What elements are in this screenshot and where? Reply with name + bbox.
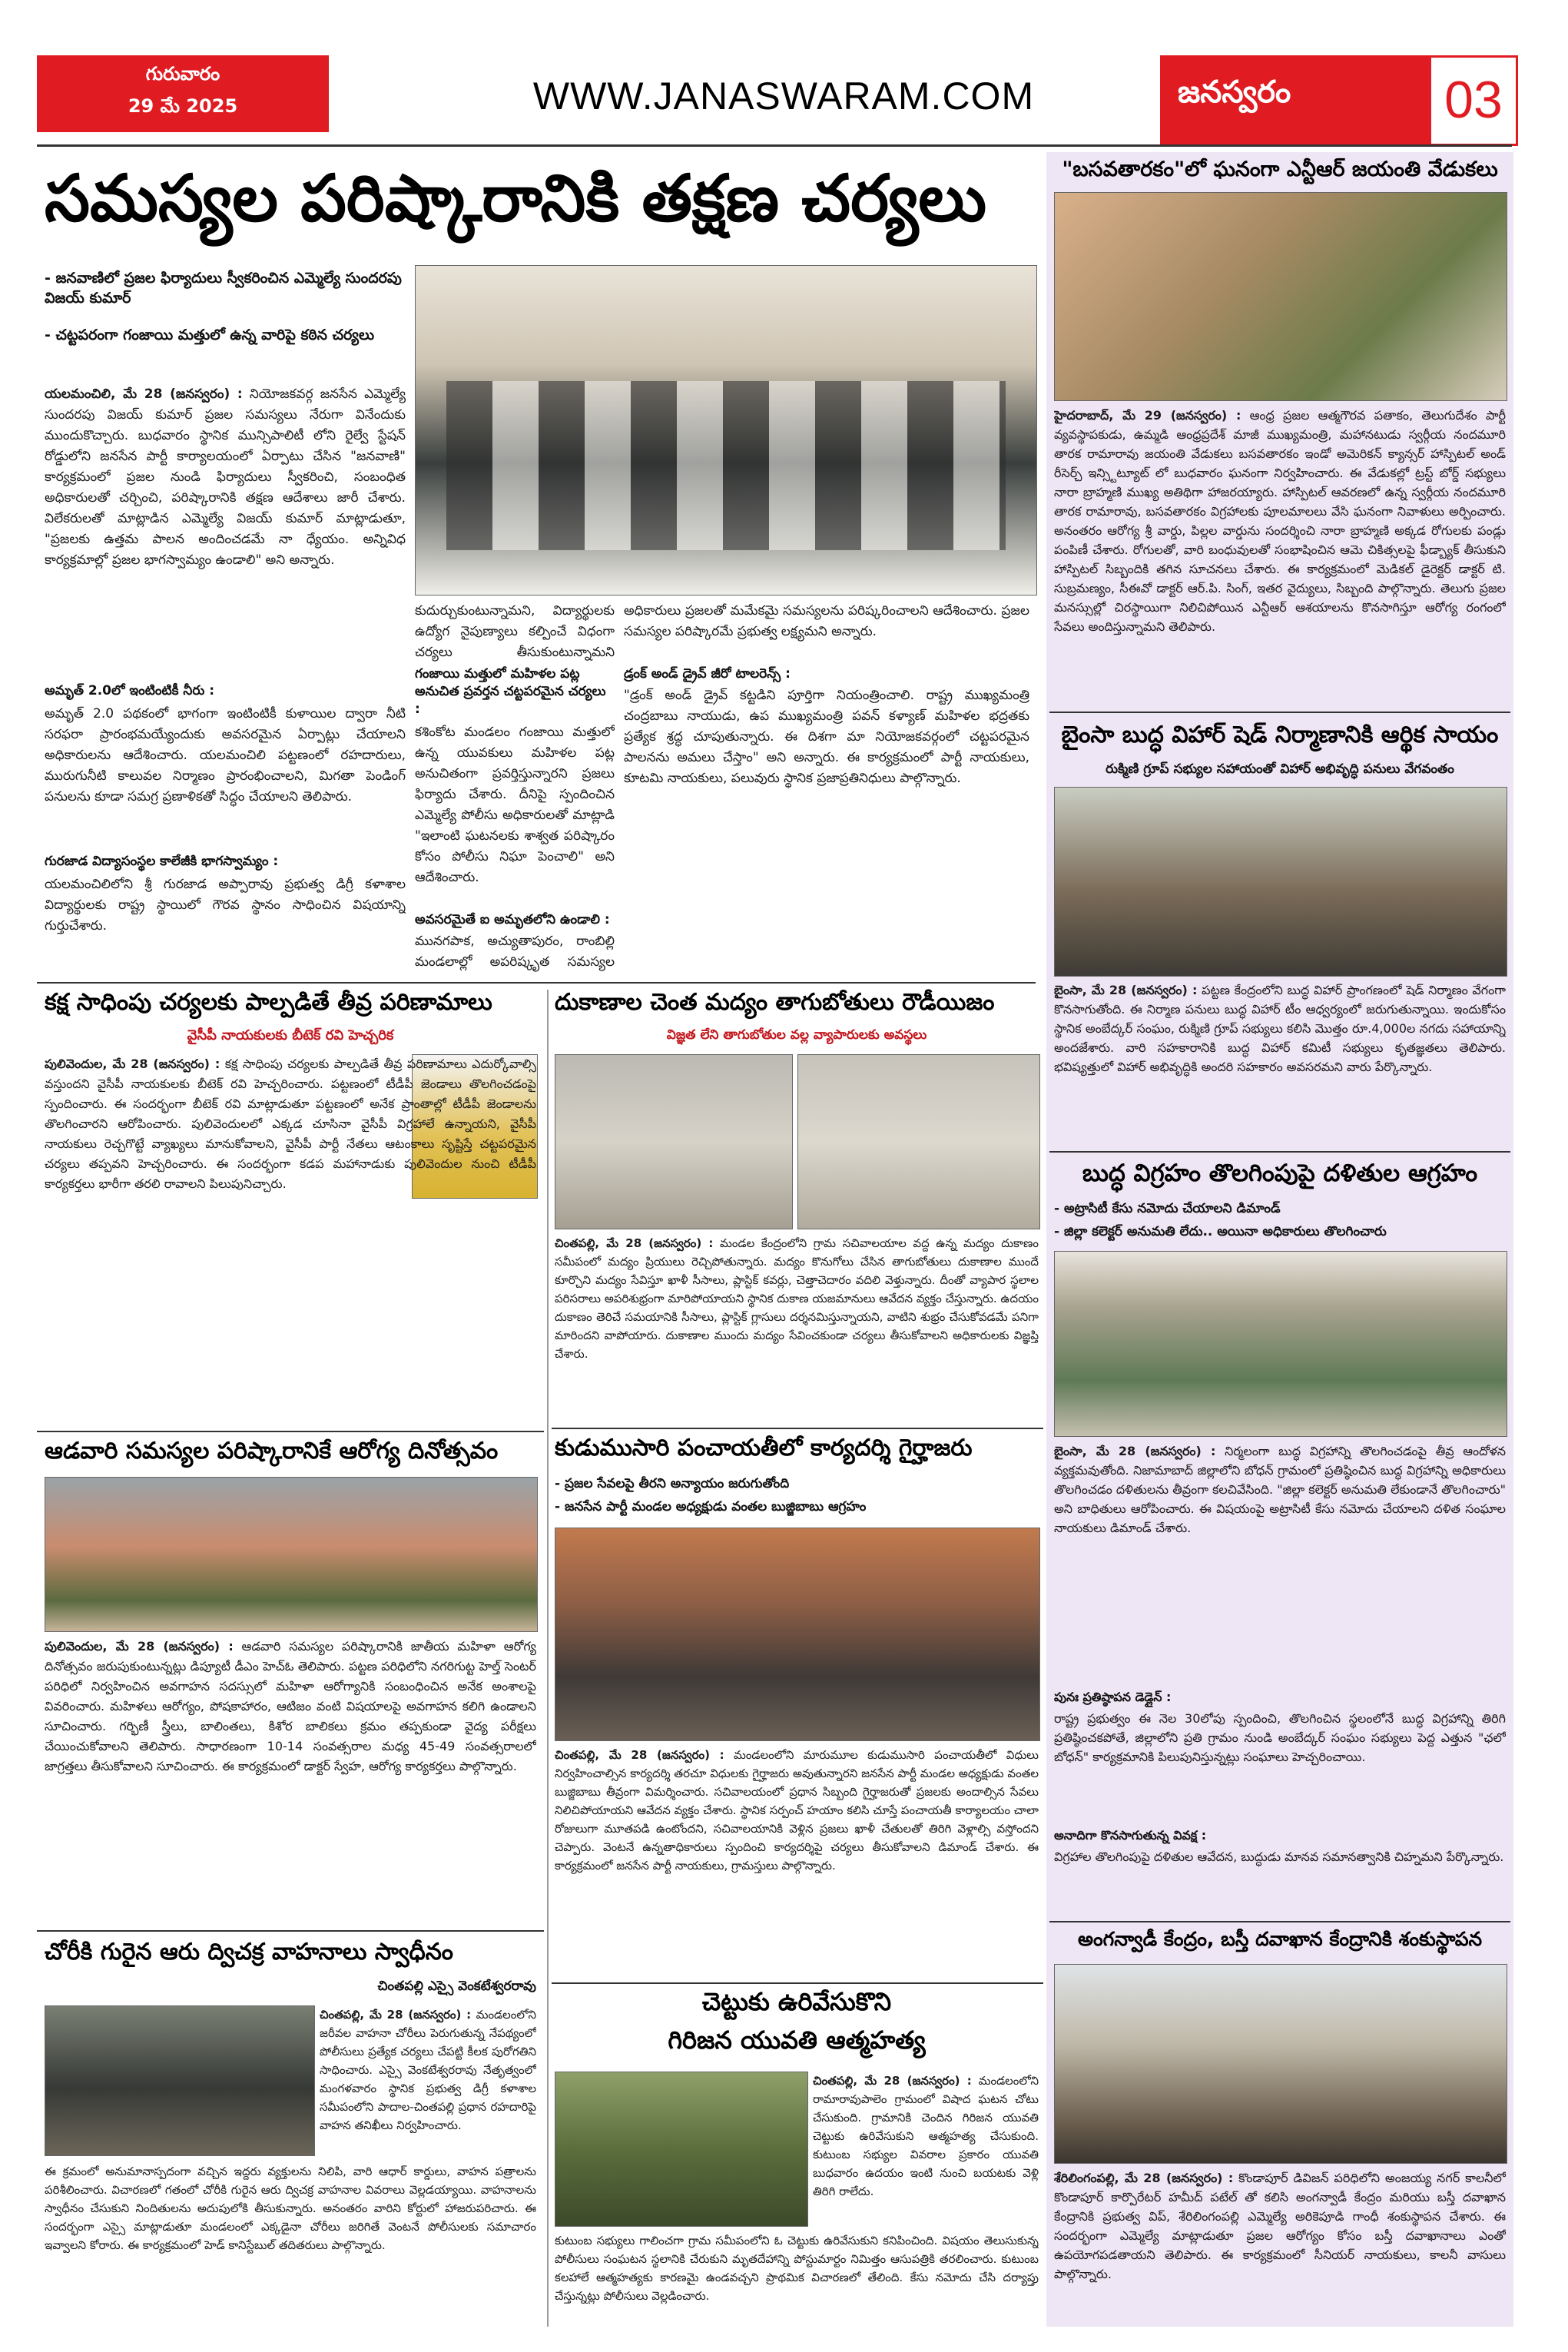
mr3-photo	[555, 2072, 808, 2227]
right-bottom-headline: అంగన్వాడీ కేంద్రం, బస్తీ దవాఖాన కేంద్రానికి శంకుస్థాపన	[1077, 1928, 1483, 1950]
right-bottom-body	[1054, 2168, 1506, 2322]
masthead-website: WWW.JANASWARAM.COM	[532, 75, 1035, 118]
ml1-sub: వైసీపీ నాయకులకు బీటెక్ రవి హెచ్చరిక	[187, 1027, 394, 1043]
right-low-sub-b: అనాదిగా కొనసాగుతున్న వివక్ష :	[1054, 1828, 1207, 1843]
mr-rule-2	[552, 1982, 1043, 1984]
main-headline: సమస్యల పరిష్కారానికి తక్షణ చర్యలు	[45, 161, 987, 236]
mr3-body-narrow-text: మండలంలోని రామారావుపాలెం గ్రామంలో విషాద ఘటన చోటు చేసుకుంది. గ్రామానికి చెందిన గిరిజన యువతి చెట్టుకు ఉరివేసుకుని ఆత్మహత్య చేసుకుంది. కుటుంబ సభ్యుల వివరాల ప్రకారం యువతి బుధవారం ఉదయం ఇంటి నుంచి బయటకు వెళ్లి తిరిగి రాలేదు.	[813, 2074, 1039, 2198]
right-low-body	[1054, 1441, 1506, 1686]
right-rule-1	[1049, 712, 1510, 713]
right-mid-photo	[1054, 787, 1507, 977]
right-mid-sub: రుక్మిణి గ్రూప్ సభ్యుల సహాయంతో విహార్ అభివృద్ధి పనులు వేగవంతం	[1106, 761, 1454, 777]
mr3-headline-2: గిరిజన యువతి ఆత్మహత్య	[668, 2025, 926, 2055]
mr1-dateline: చింతపల్లి, మే 28 (జనస్వరం) :	[555, 1236, 714, 1250]
right-mid-body	[1054, 980, 1506, 1146]
main-story-bottom-rule	[37, 982, 1036, 984]
right-rule-3	[1049, 1921, 1510, 1922]
main-body-3: యలమంచిలిలోని శ్రీ గురజాడ అప్పారావు ప్రభుత్వ డిగ్రీ కళాశాల విద్యార్థులకు రాష్ట్ర స్థాయిలో గౌరవ స్థానం సాధించిన విషయాన్ని గుర్తుచేశారు.	[45, 877, 406, 934]
right-bottom-dateline: శేరిలింగంపల్లి, మే 28 (జనస్వరం) :	[1054, 2171, 1234, 2185]
right-top-body-text: ఆంధ్ర ప్రజల ఆత్మగౌరవ పతాకం, తెలుగుదేశం పార్టీ వ్యవస్థాపకుడు, ఉమ్మడి ఆంధ్రప్రదేశ్ మాజీ ముఖ్యమంత్రి, మహానటుడు స్వర్గీయ నందమూరి తారక రామారావు జయంతి వేడుకలు బసవతారకం ఇండో అమెరికన్ క్యాన్సర్ హాస్పిటల్ అండ్ రీసెర్చ్ ఇన్స్టిట్యూట్ లో బుధవారం ఘనంగా నిర్వహించారు. ఈ వేడుకల్లో ట్రస్ట్ బోర్డ్ సభ్యులు నారా బ్రాహ్మణి ముఖ్య అతిథిగా హాజరయ్యారు. హాస్పిటల్ ఆవరణలో ఉన్న స్వర్గీయ నందమూరి తారక రామారావు, బసవతారకం విగ్రహాలకు పూలమాలలు వేసి ఘనంగా నివాళులు అర్పించారు. అనంతరం ఆరోగ్య శ్రీ వార్డు, పిల్లల వార్డును సందర్శించి నారా బ్రాహ్మణి అక్కడ రోగులకు పండ్లు పంపిణీ చేశారు. రోగులతో, వారి బంధువులతో సంభాషించిన ఆమె చికిత్సలపై ఫీడ్బ్యాక్ తీసుకుని హాస్పిటల్ సిబ్బందికి తగిన సూచనలు చేశారు. ఈ కార్యక్రమంలో మెడికల్ డైరెక్టర్ డాక్టర్ టి. సుబ్రమణ్యం, సీఈవో డాక్టర్ ఆర్.పి. సింగ్, ఇతర వైద్యులు, సిబ్బంది పాల్గొన్నారు. తెలుగు ప్రజల మనస్సుల్లో చిరస్థాయిగా నిలిచిపోయిన ఎన్టీఆర్ ఆశయాలను కొనసాగిస్తూ ఆరోగ్య రంగంలో సేవలు అందిస్తున్నామని తెలిపారు.	[1054, 408, 1506, 634]
main-body-2: అమృత్ 2.0 పథకంలో భాగంగా ఇంటింటికీ కుళాయిల ద్వారా నీటి సరఫరా ప్రారంభమయ్యేందుకు అవసరమైన ఏర్పాట్లు చేయాలని అధికారులను ఆదేశించారు. యలమంచిలి పట్టణంలో రహదారులు, మురుగునీటి కాలువల నిర్మాణం ప్రారంభించాలని, మిగతా పెండింగ్ పనులను కూడా సమగ్ర ప్రణాళికతో సిద్ధం చేయాలని తెలిపారు.	[45, 706, 406, 804]
main-body-4: కుదుర్చుకుంటున్నామని, విద్యార్థులకు ఉద్యోగ నైపుణ్యాలు కల్పించే విధంగా చర్యలు తీసుకుంటున్నామని	[415, 603, 615, 660]
right-low-body-text: నిర్మలంగా బుద్ధ విగ్రహాన్ని తొలగించడంపై తీవ్ర ఆందోళన వ్యక్తమవుతోంది. నిజామాబాద్ జిల్లాలోని బోధన్ గ్రామంలో ప్రతిష్ఠించిన బుద్ధ విగ్రహాన్ని అధికారులు తొలగించడం దళితులను తీవ్రంగా కలచివేసింది. "జిల్లా కలెక్టర్ అనుమతి లేకుండానే తొలగించారు" అని బాధితులు ఆరోపించారు. ఈ విషయంపై అట్రాసిటీ కేసు నమోదు చేయాలని దళిత సంఘాల నాయకులు డిమాండ్ చేశారు.	[1054, 1444, 1506, 1535]
main-body-8: "డ్రంక్ అండ్ డ్రైవ్ కట్టడిని పూర్తిగా నియంత్రించాలి. రాష్ట్ర ముఖ్యమంత్రి చంద్రబాబు నాయుడు, ఉప ముఖ్యమంత్రి పవన్ కళ్యాణ్ మహిళల భద్రతకు ప్రత్యేక శ్రద్ధ చూపుతున్నారు. ఈ దిశగా మా నియోజకవర్గంలో చట్టపరమైన పాలనను అమలు చేస్తాం" అని అన్నారు. ఈ కార్యక్రమంలో పార్టీ నాయకులు, కూటమి నాయకులు, పలువురు స్థానిక ప్రజాప్రతినిధులు పాల్గొన్నారు.	[624, 688, 1029, 786]
masthead-page-no-box	[1431, 58, 1516, 144]
right-mid-dateline: బైంసా, మే 28 (జనస్వరం) :	[1054, 983, 1198, 997]
ml3-dateline: చింతపల్లి, మే 28 (జనస్వరం) :	[320, 2008, 472, 2022]
right-low-headline: బుద్ధ విగ్రహం తొలగింపుపై దళితుల ఆగ్రహం	[1082, 1159, 1478, 1187]
mr2-sub-1: - ప్రజల సేవలపై తీరని అన్యాయం జరుగుతోంది	[555, 1476, 790, 1491]
ml1-headline: కక్ష సాధింపు చర్యలకు పాల్పడితే తీవ్ర పరిణామాలు	[45, 989, 492, 1016]
right-low-sub-2: - జిల్లా కలెక్టర్ అనుమతి లేదు.. అయినా అధికారులు తొలగించారు	[1054, 1224, 1387, 1239]
main-dateline: యలమంచిలి, మే 28 (జనస్వరం) :	[45, 386, 243, 402]
right-bottom-photo	[1054, 1964, 1507, 2164]
mr1-body	[555, 1234, 1039, 1425]
mr3-dateline: చింతపల్లి, మే 28 (జనస్వరం) :	[813, 2074, 972, 2088]
masthead-rule	[37, 144, 1512, 147]
main-sub-e: డ్రంక్ అండ్ డ్రైవ్ జీరో టాలరెన్స్ :	[624, 666, 791, 682]
right-low-sub-a: పునః ప్రతిష్ఠాపన డెడ్లైన్ :	[1054, 1690, 1172, 1704]
ml1-dateline: పులివెందుల, మే 28 (జనస్వరం) :	[45, 1057, 220, 1071]
main-sub-c: గంజాయి మత్తులో మహిళల పట్ల అనుచిత ప్రవర్తన చట్టపరమైన చర్యలు :	[415, 666, 606, 717]
main-sub-1: - జనవాణిలో ప్రజల ఫిర్యాదులు స్వీకరించిన ఎమ్మెల్యే సుందరపు విజయ్ కుమార్	[45, 270, 402, 307]
right-low-photo	[1054, 1251, 1507, 1437]
right-mid-headline: బైంసా బుద్ధ విహార్ షెడ్ నిర్మాణానికి ఆర్థిక సాయం	[1061, 722, 1499, 748]
masthead-date: 29 మే 2025	[128, 95, 238, 117]
main-body-6: మునగపాక, అచ్యుతాపురం, రాంబిల్లి మండలాల్లో అపరిష్కృత సమస్యల	[415, 934, 615, 970]
main-sub-d: అవసరమైతే ఐ అమృతలోని ఉండాలి :	[415, 912, 610, 927]
mr1-photo-2	[797, 1054, 1040, 1229]
masthead-day: గురువారం	[145, 63, 220, 85]
right-top-photo	[1054, 192, 1507, 401]
right-low-body-2: రాష్ట్ర ప్రభుత్వం ఈ నెల 30లోపు స్పందించి, తొలగించిన స్థలంలోనే బుద్ధ విగ్రహాన్ని తిరిగి ప్రతిష్ఠించకపోతే, జిల్లాలోని ప్రతి గ్రామం నుండి అంబేద్కర్ సంఘం సభ్యులు పెద్ద ఎత్తున "ఛలో బోధన్" కార్యక్రమానికి పిలుపునిస్తున్నట్లు సంఘాలు హెచ్చరించాయి.	[1054, 1711, 1506, 1764]
ml2-body	[45, 1637, 536, 1927]
right-low-dateline: బైంసా, మే 28 (జనస్వరం) :	[1054, 1444, 1216, 1458]
right-low-sub-1: - అట్రాసిటీ కేసు నమోదు చేయాలని డిమాండ్	[1054, 1201, 1281, 1216]
ml3-body-narrow-text: మండలంలోని జరీవల వాహనా చోరీలు పెరుగుతున్న నేపథ్యంలో పోలీసులు ప్రత్యేక చర్యలు చేపట్టి కీలక పురోగతిని సాధించారు. ఎస్సై వెంకటేశ్వరరావు నేతృత్వంలో మంగళవారం స్థానిక ప్రభుత్వ డిగ్రీ కళాశాల సమీపంలోని పాదాల-చింతపల్లి ప్రధాన రహదారిపై వాహన తనిఖీలు నిర్వహించారు.	[320, 2008, 536, 2132]
ml3-body-narrow	[320, 2005, 536, 2159]
main-story-photo	[415, 265, 1037, 595]
main-sub-2: - చట్టపరంగా గంజాయి మత్తులో ఉన్న వారిపై కఠిన చర్యలు	[45, 327, 375, 343]
ml2-photo	[45, 1477, 538, 1632]
ml-rule-2	[37, 1930, 544, 1932]
ml2-body-text: ఆడవారి సమస్యల పరిష్కారానికి జాతీయ మహిళా ఆరోగ్య దినోత్సవం జరుపుకుంటున్నట్లు డిప్యూటీ డీఎం హెచ్ఓ తెలిపారు. పట్టణ పరిధిలోని నగరిగుట్ట హెల్త్ సెంటర్ పరిధిలో నిర్వహించిన అవగాహన సదస్సులో మహిళా ఆరోగ్యానికి సంబంధించిన అనేక అంశాలపై వివరించారు. మహిళలు ఆరోగ్యం, పోషకాహారం, ఆటిజం వంటి విషయాలపై అవగాహన కలిగి ఉండాలని సూచించారు. గర్భిణీ స్త్రీలు, బాలింతలు, కిశోర బాలికలు క్రమం తప్పకుండా వైద్య పరీక్షలు చేయించుకోవాలని తెలిపారు. సాధారణంగా 10-14 సంవత్సరాల మధ్య 45-49 సంవత్సరాలలో జాగ్రత్తలు తీసుకోవాలని సూచించారు. ఈ కార్యక్రమంలో డాక్టర్ స్వేహ, ఆరోగ్య కార్యకర్తలు పాల్గొన్నారు.	[45, 1639, 536, 1773]
right-top-headline: "బసవతారకం"లో ఘనంగా ఎన్టీఆర్ జయంతి వేడుకలు	[1062, 158, 1498, 181]
mr2-sub-2: - జనసేన పార్టీ మండల అధ్యక్షుడు వంతల బుజ్జిబాబు ఆగ్రహం	[555, 1499, 867, 1514]
right-mid-body-text: పట్టణ కేంద్రంలోని బుద్ధ విహార్ ప్రాంగణంలో షెడ్ నిర్మాణం వేగంగా కొనసాగుతోంది. ఈ నిర్మాణ పనులు బుద్ధ విహార్ టీం ఆధ్వర్యంలో జరుగుతున్నాయి. ఇందుకోసం స్థానిక అంబేద్కర్ సంఘం, రుక్మిణి గ్రూప్ సభ్యులు కలిసి మొత్తం రూ.4,000ల నగదు సహాయాన్ని అందజేశారు. వారి సహకారానికి బుద్ధ విహార్ కమిటీ సభ్యులు కృతజ్ఞతలు తెలిపారు. భవిష్యత్తులో విహార్ అభివృద్ధికి అందరి సహకారం అవసరమని వారు పేర్కొన్నారు.	[1054, 983, 1506, 1074]
ml2-dateline: పులివెందుల, మే 28 (జనస్వరం) :	[45, 1639, 234, 1654]
mr1-body-text: మండల కేంద్రంలోని గ్రామ సచివాలయాల వద్ద ఉన్న మద్యం దుకాణం సమీపంలో మద్యం ప్రియులు రెచ్చిపోతున్నారు. మద్యం కొనుగోలు చేసిన తాగుబోతులు దుకాణాల ముందే కూర్చొని మద్యం సేవిస్తూ ఖాళీ సీసాలు, ప్లాస్టిక్ కవర్లు, చెత్తాచెదారం వదిలి వెళ్తున్నారు. దీంతో వ్యాపార స్థలాల పరిసరాలు అపరిశుభ్రంగా మారిపోయాయని స్థానిక దుకాణ యజమానులు ఆవేదన వ్యక్తం చేస్తున్నారు. ఉదయం దుకాణం తెరిచే సమయానికి సీసాలు, ప్లాస్టిక్ గ్లాసులు దర్శనమిస్తున్నాయని, వాటిని శుభ్రం చేసుకోవడమే పనిగా మారిందని వాపోయారు. దుకాణాల ముందు మద్యం సేవించకుండా చర్యలు తీసుకోవాలని అధికారులకు విజ్ఞప్తి చేశారు.	[555, 1236, 1039, 1361]
main-body-5: కశింకోట మండలం గంజాయి మత్తులో ఉన్న యువకులు మహిళల పట్ల అనుచితంగా ప్రవర్తిస్తున్నారని ప్రజలు ఫిర్యాదు చేశారు. దీనిపై స్పందించిన ఎమ్మెల్యే పోలీసు అధికారులతో మాట్లాడి "ఇలాంటి ఘటనలకు శాశ్వత పరిష్కారం కోసం పోలీసు నిఘా పెంచాలి" అని ఆదేశించారు.	[415, 725, 615, 885]
mr2-dateline: చింతపల్లి, మే 28 (జనస్వరం) :	[555, 1748, 724, 1762]
right-top-body	[1054, 406, 1506, 707]
ml-rule-1	[37, 1431, 544, 1432]
masthead-page-no: 03	[1444, 71, 1503, 129]
right-bottom-body-text: కొండాపూర్ డివిజన్ పరిధిలోని అంజయ్య నగర్ కాలనీలో కొండాపూర్ కార్పొరేటర్ హమీద్ పటేల్ తో కలిసి అంగన్వాడీ కేంద్రం మరియు బస్తీ దవాఖాన కేంద్రానికి ప్రభుత్వ విప్, శేరిలింగంపల్లి ఎమ్మెల్యే అరికెపూడి గాంధీ శంకుస్థాపన చేశారు. ఈ సందర్భంగా ఎమ్మెల్యే మాట్లాడుతూ ప్రజల ఆరోగ్యం కోసం బస్తీ దవాఖానాలు ఎంతో ఉపయోగపడతాయని తెలిపారు. ఈ కార్యక్రమంలో సీనియర్ నాయకులు, కాలనీ వాసులు పాల్గొన్నారు.	[1054, 2171, 1506, 2281]
mr-rule-1	[552, 1428, 1043, 1429]
mr2-headline: కుడుముసారి పంచాయతీలో కార్యదర్శి గైర్హాజరు	[555, 1435, 973, 1461]
mr3-headline-1: చెట్టుకు ఉరివేసుకొని	[701, 1987, 892, 2016]
ml3-sub: చింతపల్లి ఎస్సై వెంకటేశ్వరరావు	[377, 1979, 536, 1994]
main-sub-a: అమృత్ 2.0లో ఇంటింటికీ నీరు :	[45, 683, 214, 698]
masthead-paper-name: జనస్వరం	[1178, 75, 1291, 110]
main-body-1-text: నియోజకవర్గ జనసేన ఎమ్మెల్యే సుందరపు విజయ్ కుమార్ ప్రజల సమస్యలు నేరుగా వినేందుకు ముందుకొచ్చారు. బుధవారం స్థానిక మున్సిపాలిటీ లోని రైల్వే స్టేషన్ రోడ్డులోని జనసేన పార్టీ కార్యాలయంలో ఏర్పాటు చేసిన "జనవాణి" కార్యక్రమంలో ప్రజల నుండి ఫిర్యాదులు స్వీకరించి, సంబంధిత అధికారులతో చర్చించి, పరిష్కారానికి తక్షణ ఆదేశాలు జారీ చేశారు. విలేకరులతో మాట్లాడిన ఎమ్మెల్యే విజయ్ కుమార్ మాట్లాడుతూ, "ప్రజలకు ఉత్తమ పాలన అందించడమే నా ధ్యేయం. అన్నివిధ కార్యక్రమాల్లో ప్రజల భాగస్వామ్యం ఉండాలి" అని అన్నారు.	[45, 386, 406, 568]
right-low-body-3: విగ్రహాల తొలగింపుపై దళితుల ఆవేదన, బుద్ధుడు మానవ సమానత్వానికి చిహ్నమని పేర్కొన్నారు.	[1054, 1849, 1504, 1864]
ml2-headline: ఆడవారి సమస్యల పరిష్కారానికే ఆరోగ్య దినోత్సవం	[45, 1438, 499, 1465]
ml1-body	[45, 1054, 536, 1426]
mr1-headline: దుకాణాల చెంత మద్యం తాగుబోతులు రౌడీయిజం	[555, 989, 995, 1016]
mr2-body-text: మండలంలోని మారుమూల కుడుముసారి పంచాయతీలో విధులు నిర్వహించాల్సిన కార్యదర్శి తరచూ విధులకు గైర్హాజరు అవుతున్నారని జనసేన పార్టీ మండల అధ్యక్షుడు వంతల బుజ్జిబాబు తీవ్రంగా విమర్శించారు. సచివాలయంలో ప్రధాన సిబ్బంది గైర్హాజరుతో ప్రజలకు అందాల్సిన సేవలు నిలిచిపోయాయని ఆవేదన వ్యక్తం చేశారు. స్థానిక సర్పంచ్ హయాం కలిసి చూస్తే పంచాయతీ కార్యాలయం చాలా రోజులుగా మూతపడి ఉంటోందని, సచివాలయానికి వెళ్లిన ప్రజలు ఖాళీ చేతులతో తిరిగి వెళ్లాల్సి వస్తోందని చెప్పారు. వెంటనే ఉన్నతాధికారులు స్పందించి కార్యదర్శిపై చర్యలు తీసుకోవాలని డిమాండ్ చేశారు. ఈ కార్యక్రమంలో జనసేన పార్టీ నాయకులు, గ్రామస్తులు పాల్గొన్నారు.	[555, 1748, 1039, 1873]
mid-column-separator	[547, 990, 549, 2327]
ml3-photo	[45, 2005, 315, 2156]
main-body-7: అధికారులు ప్రజలతో మమేకమై సమస్యలను పరిష్కరించాలని ఆదేశించారు. ప్రజల సమస్యల పరిష్కారమే ప్రభుత్వ లక్ష్యమని అన్నారు.	[624, 603, 1029, 639]
mr3-body-narrow	[813, 2072, 1039, 2230]
mr2-photo	[555, 1528, 1040, 1741]
right-rule-2	[1049, 1151, 1510, 1153]
mr1-sub: విజ్ఞత లేని తాగుబోతుల వల్ల వ్యాపారులకు అవస్థలు	[666, 1027, 927, 1043]
main-body-1	[45, 384, 406, 676]
photo-people-row	[446, 381, 1006, 550]
right-top-dateline: హైదరాబాద్, మే 29 (జనస్వరం) :	[1054, 408, 1241, 423]
masthead-date-box	[37, 55, 329, 132]
ml1-body-text: కక్ష సాధింపు చర్యలకు పాల్పడితే తీవ్ర పరిణామాలు ఎదుర్కోవాల్సి వస్తుందని వైసీపీ నాయకులకు బీటెక్ రవి హెచ్చరించారు. పట్టణంలో టీడీపీ జెండాలు తొలగించడంపై స్పందించారు. ఈ సందర్భంగా బీటెక్ రవి మాట్లాడుతూ పట్టణంలో అనేక ప్రాంతాల్లో టీడీపీ జెండాలను తొలగించారని ఆరోపించారు. పులివెందులలో ఎక్కడ చూసినా వైసీపీ విగ్రహాలే ఉన్నాయని, వైసీపీ నాయకులు రెచ్చగొట్టే వ్యాఖ్యలు మానుకోవాలని, వైసీపీ పార్టీ నేతలు ఆటంకాలు సృష్టిస్తే చట్టపరమైన చర్యలు తప్పవని హెచ్చరించారు. ఈ సందర్భంగా కడప మహానాడుకు పులివెందుల నుంచి టీడీపీ కార్యకర్తలు భారీగా తరలి రావాలని పిలుపునిచ్చారు.	[45, 1057, 536, 1191]
mr3-body: కుటుంబ సభ్యులు గాలించగా గ్రామ సమీపంలోని ఓ చెట్టుకు ఉరివేసుకుని కనిపించింది. విషయం తెలుసుకున్న పోలీసులు సంఘటన స్థలానికి చేరుకుని మృతదేహాన్ని పోస్టుమార్టం నిమిత్తం ఆసుపత్రికి తరలించారు. కుటుంబ కలహాలే ఆత్మహత్యకు కారణమై ఉండవచ్చని ప్రాథమిక విచారణలో తేలింది. కేసు నమోదు చేసి దర్యాప్తు చేస్తున్నట్లు పోలీసులు వెల్లడించారు.	[555, 2234, 1039, 2303]
mr2-body	[555, 1746, 1039, 1978]
main-sub-b: గురజాడ విద్యాసంస్థల కాలేజీకి భాగస్వామ్యం :	[45, 854, 279, 869]
mr1-photo-1	[555, 1054, 793, 1229]
ml3-headline: చోరీకి గురైన ఆరు ద్విచక్ర వాహనాలు స్వాధీనం	[45, 1939, 453, 1966]
masthead-red-box	[1160, 55, 1518, 146]
ml3-body: ఈ క్రమంలో అనుమానాస్పదంగా వచ్చిన ఇద్దరు వ్యక్తులను నిలిపి, వారి ఆధార్ కార్డులు, వాహన పత్రాలను పరిశీలించారు. విచారణలో గతంలో చోరీకి గురైన ఆరు ద్విచక్ర వాహనాల వివరాలు వెల్లడయ్యాయి. వాహనాలను స్వాధీనం చేసుకుని నిందితులను అదుపులోకి తీసుకున్నారు. అనంతరం వారిని కోర్టులో హాజరుపరిచారు. ఈ సందర్భంగా ఎస్సై మాట్లాడుతూ మండలంలో ఎక్కడైనా చోరీలు జరిగితే వెంటనే పోలీసులకు సమాచారం ఇవ్వాలని కోరారు. ఈ కార్యక్రమంలో హెడ్ కానిస్టేబుల్ తదితరులు పాల్గొన్నారు.	[45, 2165, 536, 2252]
